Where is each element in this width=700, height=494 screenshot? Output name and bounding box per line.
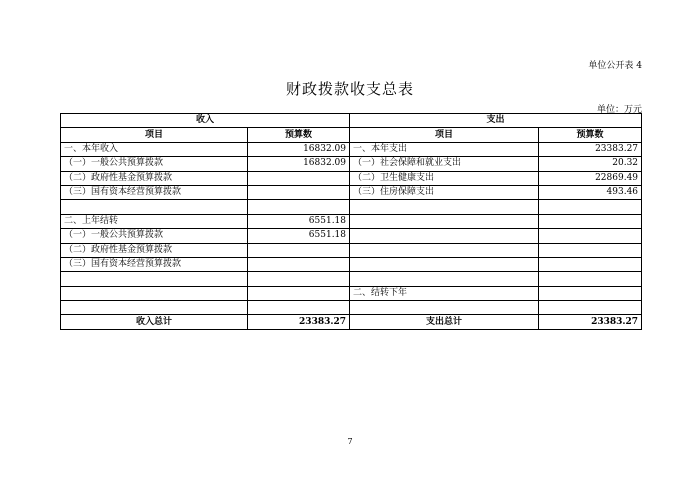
income-item: （一）一般公共预算拨款: [61, 157, 248, 171]
page-title: 财政拨款收支总表: [285, 80, 414, 98]
income-item: （三）国有资本经营预算拨款: [61, 257, 248, 271]
expense-item: [350, 214, 539, 228]
expense-item: [350, 243, 539, 257]
expense-budget-header: 预算数: [539, 128, 642, 142]
expense-item: （一）社会保障和就业支出: [350, 157, 539, 171]
income-value: [248, 171, 350, 185]
income-value: 6551.18: [248, 229, 350, 243]
table-row: [61, 272, 642, 286]
document-code: 单位公开表 4: [588, 61, 642, 71]
income-value: [248, 185, 350, 199]
table-row: [61, 157, 642, 171]
expense-value: 22869.49: [539, 171, 642, 185]
income-value: 6551.18: [248, 214, 350, 228]
table-row: [61, 301, 642, 315]
expense-value: [539, 301, 642, 315]
table-row: [61, 257, 642, 271]
table-row: [61, 200, 642, 214]
expense-item-header: 项目: [350, 128, 539, 142]
income-item: [61, 301, 248, 315]
income-item: 二、上年结转: [61, 214, 248, 228]
expense-value: 23383.27: [539, 142, 642, 156]
expense-item: （三）住房保障支出: [350, 185, 539, 199]
table-row: [61, 171, 642, 185]
expense-total-value: 23383.27: [539, 315, 642, 329]
expense-value: [539, 200, 642, 214]
total-row: [61, 315, 642, 329]
income-header: 收入: [61, 114, 350, 128]
income-item: （三）国有资本经营预算拨款: [61, 185, 248, 199]
unit-note: 单位：万元: [596, 105, 642, 115]
page-number: 7: [347, 437, 353, 446]
table-row: [61, 214, 642, 228]
expense-value: [539, 257, 642, 271]
table-row: [61, 286, 642, 300]
income-value: [248, 257, 350, 271]
income-item: [61, 200, 248, 214]
column-header-row: [61, 128, 642, 142]
expense-value: 20.32: [539, 157, 642, 171]
income-value: [248, 301, 350, 315]
section-header-row: [61, 114, 642, 128]
expense-value: [539, 229, 642, 243]
expense-value: 493.46: [539, 185, 642, 199]
expense-item: （二）卫生健康支出: [350, 171, 539, 185]
income-total-value: 23383.27: [248, 315, 350, 329]
income-total-label: 收入总计: [61, 315, 248, 329]
budget-table: [60, 113, 642, 330]
expense-value: [539, 286, 642, 300]
income-value: [248, 200, 350, 214]
expense-value: [539, 272, 642, 286]
income-value: 16832.09: [248, 157, 350, 171]
income-item: （二）政府性基金预算拨款: [61, 171, 248, 185]
income-value: [248, 286, 350, 300]
expense-value: [539, 243, 642, 257]
expense-item: [350, 200, 539, 214]
income-value: 16832.09: [248, 142, 350, 156]
expense-value: [539, 214, 642, 228]
table-row: [61, 229, 642, 243]
income-item: （二）政府性基金预算拨款: [61, 243, 248, 257]
expense-item: [350, 301, 539, 315]
expense-item: [350, 257, 539, 271]
table-row: [61, 142, 642, 156]
expense-item: 一、本年支出: [350, 142, 539, 156]
income-budget-header: 预算数: [248, 128, 350, 142]
income-item: [61, 272, 248, 286]
expense-total-label: 支出总计: [350, 315, 539, 329]
income-value: [248, 272, 350, 286]
expense-item: [350, 272, 539, 286]
income-item: [61, 286, 248, 300]
table-row: [61, 185, 642, 199]
table-row: [61, 243, 642, 257]
income-item: 一、本年收入: [61, 142, 248, 156]
income-item: （一）一般公共预算拨款: [61, 229, 248, 243]
expense-item: 二、结转下年: [350, 286, 539, 300]
expense-item: [350, 229, 539, 243]
income-item-header: 项目: [61, 128, 248, 142]
expense-header: 支出: [350, 114, 642, 128]
income-value: [248, 243, 350, 257]
